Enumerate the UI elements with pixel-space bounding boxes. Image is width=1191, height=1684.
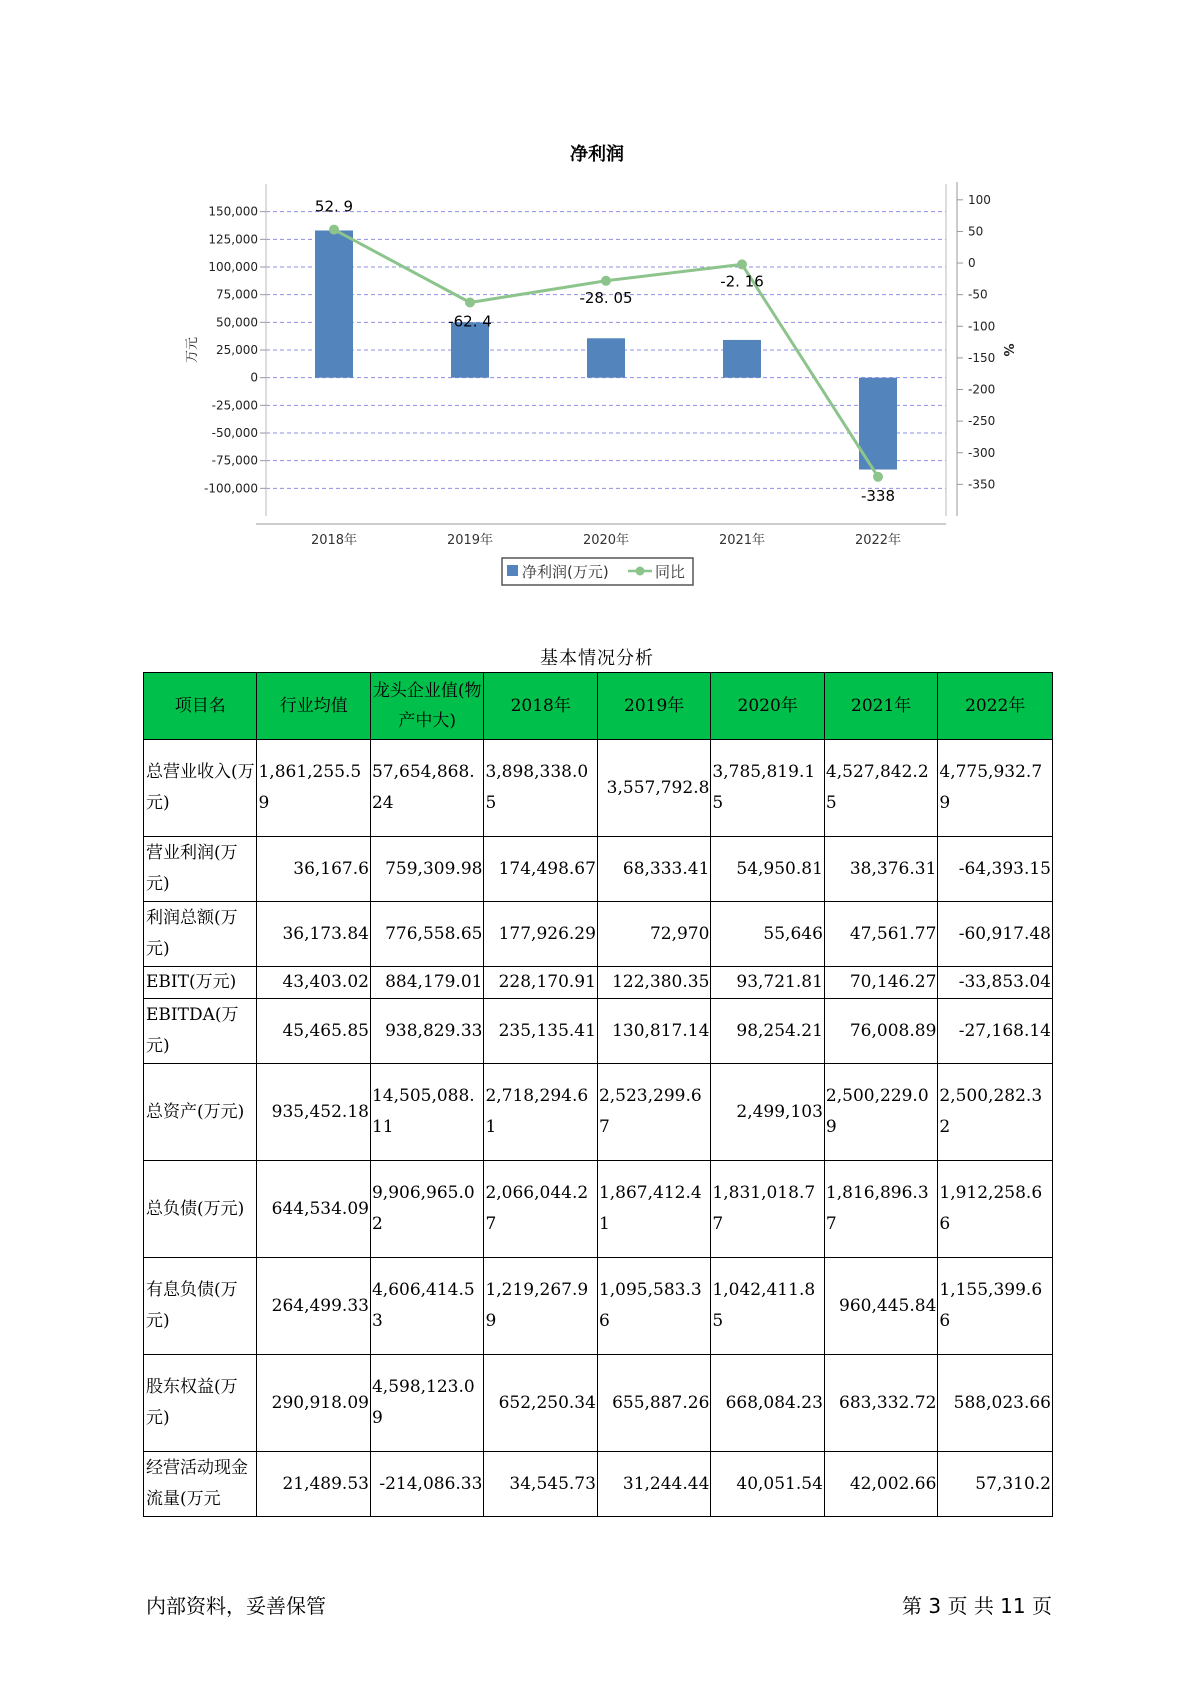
y-tick-label: 25,000 xyxy=(216,343,258,357)
row-header-cell: EBIT(万元) xyxy=(144,967,257,999)
table-row xyxy=(144,967,1053,999)
column-header: 2019年 xyxy=(597,673,710,740)
y2-tick-label: 0 xyxy=(968,256,976,271)
line-point xyxy=(601,276,611,286)
table-row xyxy=(144,1161,1053,1258)
line-point xyxy=(737,259,747,269)
value-cell: 1,912,258.66 xyxy=(938,1161,1053,1258)
row-header-cell: 经营活动现金流量(万元 xyxy=(144,1452,257,1517)
data-label: -338 xyxy=(860,486,896,505)
x-tick-label: 2019年 xyxy=(446,533,494,548)
value-cell: 21,489.53 xyxy=(257,1452,370,1517)
value-cell: 1,042,411.85 xyxy=(711,1258,824,1355)
x-tick-label: 2020年 xyxy=(582,533,630,548)
value-cell: 174,498.67 xyxy=(484,837,597,902)
y2-tick-label: -200 xyxy=(968,382,996,397)
column-header: 龙头企业值(物产中大) xyxy=(370,673,483,740)
y2-tick-label: -150 xyxy=(968,350,996,365)
table-row xyxy=(144,1452,1053,1517)
basic-analysis-table xyxy=(143,672,1053,1517)
table-header-row xyxy=(144,673,1053,740)
y-tick-label: -50,000 xyxy=(211,426,258,440)
value-cell: 960,445.84 xyxy=(824,1258,937,1355)
legend-line-label: 同比 xyxy=(655,563,686,581)
y-tick-label: -75,000 xyxy=(211,453,258,468)
value-cell: 935,452.18 xyxy=(257,1064,370,1161)
chart-title: 净利润 xyxy=(570,144,624,165)
column-header: 2020年 xyxy=(711,673,824,740)
value-cell: 2,718,294.61 xyxy=(484,1064,597,1161)
data-label: -2. 16 xyxy=(720,272,764,291)
line-point xyxy=(465,298,475,308)
value-cell: 70,146.27 xyxy=(824,967,937,999)
value-cell: 68,333.41 xyxy=(597,837,710,902)
y2-tick-label: -300 xyxy=(968,445,996,460)
value-cell: 2,500,282.32 xyxy=(938,1064,1053,1161)
value-cell: 76,008.89 xyxy=(824,999,937,1064)
row-header-cell: 总负债(万元) xyxy=(144,1161,257,1258)
table-row xyxy=(144,740,1053,837)
row-header-cell: 利润总额(万元) xyxy=(144,902,257,967)
value-cell: 38,376.31 xyxy=(824,837,937,902)
value-cell: 31,244.44 xyxy=(597,1452,710,1517)
value-cell: 43,403.02 xyxy=(257,967,370,999)
y2-tick-label: -350 xyxy=(968,477,996,492)
value-cell: 1,095,583.36 xyxy=(597,1258,710,1355)
value-cell: 4,527,842.25 xyxy=(824,740,937,837)
value-cell: 884,179.01 xyxy=(370,967,483,999)
footer-confidential-note: 内部资料，妥善保管 xyxy=(146,1594,326,1618)
value-cell: 683,332.72 xyxy=(824,1355,937,1452)
value-cell: 2,499,103 xyxy=(711,1064,824,1161)
table-row xyxy=(144,837,1053,902)
value-cell: 668,084.23 xyxy=(711,1355,824,1452)
value-cell: 655,887.26 xyxy=(597,1355,710,1452)
value-cell: 1,155,399.66 xyxy=(938,1258,1053,1355)
value-cell: 3,898,338.05 xyxy=(484,740,597,837)
data-label: -62. 4 xyxy=(448,312,492,331)
y-tick-label: -25,000 xyxy=(211,398,258,413)
value-cell: 36,167.6 xyxy=(257,837,370,902)
value-cell: 93,721.81 xyxy=(711,967,824,999)
value-cell: 235,135.41 xyxy=(484,999,597,1064)
value-cell: 264,499.33 xyxy=(257,1258,370,1355)
row-header-cell: EBITDA(万元) xyxy=(144,999,257,1064)
x-tick-label: 2022年 xyxy=(854,533,902,548)
footer-page-number: 第 3 页 共 11 页 xyxy=(902,1594,1052,1618)
table-caption: 基本情况分析 xyxy=(540,648,654,669)
value-cell: 72,970 xyxy=(597,902,710,967)
net-profit-chart xyxy=(0,0,1191,600)
value-cell: 57,310.2 xyxy=(938,1452,1053,1517)
value-cell: -33,853.04 xyxy=(938,967,1053,999)
value-cell: 652,250.34 xyxy=(484,1355,597,1452)
value-cell: 54,950.81 xyxy=(711,837,824,902)
bar xyxy=(587,338,625,377)
value-cell: 14,505,088.11 xyxy=(370,1064,483,1161)
value-cell: -60,917.48 xyxy=(938,902,1053,967)
table-row xyxy=(144,1355,1053,1452)
value-cell: 122,380.35 xyxy=(597,967,710,999)
line-point xyxy=(329,225,339,235)
y2-tick-label: 100 xyxy=(968,192,991,207)
line-point xyxy=(873,472,883,482)
x-tick-label: 2018年 xyxy=(310,533,358,548)
y-tick-label: 150,000 xyxy=(208,204,258,219)
value-cell: 55,646 xyxy=(711,902,824,967)
value-cell: 938,829.33 xyxy=(370,999,483,1064)
legend-bar-swatch xyxy=(507,565,518,576)
value-cell: -64,393.15 xyxy=(938,837,1053,902)
value-cell: 1,867,412.41 xyxy=(597,1161,710,1258)
value-cell: 2,500,229.09 xyxy=(824,1064,937,1161)
table-body xyxy=(144,740,1053,1517)
bar xyxy=(315,230,353,377)
y2-axis-title: % xyxy=(1000,343,1015,357)
value-cell: 98,254.21 xyxy=(711,999,824,1064)
x-axis xyxy=(311,532,901,548)
value-cell: 290,918.09 xyxy=(257,1355,370,1452)
value-cell: 130,817.14 xyxy=(597,999,710,1064)
chart-legend xyxy=(502,558,693,585)
value-cell: 4,606,414.53 xyxy=(370,1258,483,1355)
y-tick-label: 100,000 xyxy=(208,260,258,274)
value-cell: 2,523,299.67 xyxy=(597,1064,710,1161)
value-cell: 588,023.66 xyxy=(938,1355,1053,1452)
table-row xyxy=(144,1064,1053,1161)
row-header-cell: 总资产(万元) xyxy=(144,1064,257,1161)
y-tick-label: 0 xyxy=(250,370,258,385)
value-cell: -27,168.14 xyxy=(938,999,1053,1064)
column-header: 2022年 xyxy=(938,673,1053,740)
value-cell: 3,557,792.8 xyxy=(597,740,710,837)
value-cell: 644,534.09 xyxy=(257,1161,370,1258)
value-cell: 177,926.29 xyxy=(484,902,597,967)
value-cell: 228,170.91 xyxy=(484,967,597,999)
legend-bar-label: 净利润(万元) xyxy=(522,563,609,581)
value-cell: -214,086.33 xyxy=(370,1452,483,1517)
legend-line-marker xyxy=(636,567,645,576)
y-tick-label: 50,000 xyxy=(216,315,258,330)
table-row xyxy=(144,1258,1053,1355)
row-header-cell: 营业利润(万元) xyxy=(144,837,257,902)
value-cell: 3,785,819.15 xyxy=(711,740,824,837)
value-cell: 776,558.65 xyxy=(370,902,483,967)
value-cell: 45,465.85 xyxy=(257,999,370,1064)
bar xyxy=(451,322,489,377)
value-cell: 47,561.77 xyxy=(824,902,937,967)
y-tick-label: 75,000 xyxy=(216,287,258,302)
y-axis-right xyxy=(957,182,995,516)
row-header-cell: 有息负债(万元) xyxy=(144,1258,257,1355)
value-cell: 759,309.98 xyxy=(370,837,483,902)
value-cell: 36,173.84 xyxy=(257,902,370,967)
y2-tick-label: -50 xyxy=(968,287,988,302)
value-cell: 40,051.54 xyxy=(711,1452,824,1517)
data-label: -28. 05 xyxy=(579,288,633,307)
data-label: 52. 9 xyxy=(314,197,354,216)
table-row xyxy=(144,999,1053,1064)
column-header: 行业均值 xyxy=(257,673,370,740)
y2-tick-label: -250 xyxy=(968,414,996,429)
y-tick-label: -100,000 xyxy=(204,481,258,496)
x-tick-label: 2021年 xyxy=(718,533,766,548)
value-cell: 42,002.66 xyxy=(824,1452,937,1517)
table-row xyxy=(144,902,1053,967)
value-cell: 1,219,267.99 xyxy=(484,1258,597,1355)
row-header-cell: 总营业收入(万元) xyxy=(144,740,257,837)
y-axis-left xyxy=(204,205,266,496)
value-cell: 2,066,044.27 xyxy=(484,1161,597,1258)
column-header: 2021年 xyxy=(824,673,937,740)
bar xyxy=(723,340,761,378)
value-cell: 57,654,868.24 xyxy=(370,740,483,837)
column-header: 2018年 xyxy=(484,673,597,740)
column-header: 项目名 xyxy=(144,673,257,740)
y-axis-title: 万元 xyxy=(185,336,200,364)
y-tick-label: 125,000 xyxy=(208,232,258,247)
value-cell: 34,545.73 xyxy=(484,1452,597,1517)
value-cell: 1,816,896.37 xyxy=(824,1161,937,1258)
value-cell: 1,831,018.77 xyxy=(711,1161,824,1258)
value-cell: 1,861,255.59 xyxy=(257,740,370,837)
value-cell: 9,906,965.02 xyxy=(370,1161,483,1258)
value-cell: 4,598,123.09 xyxy=(370,1355,483,1452)
value-cell: 4,775,932.79 xyxy=(938,740,1053,837)
y2-tick-label: -100 xyxy=(968,319,996,334)
y2-tick-label: 50 xyxy=(968,224,984,239)
row-header-cell: 股东权益(万元) xyxy=(144,1355,257,1452)
